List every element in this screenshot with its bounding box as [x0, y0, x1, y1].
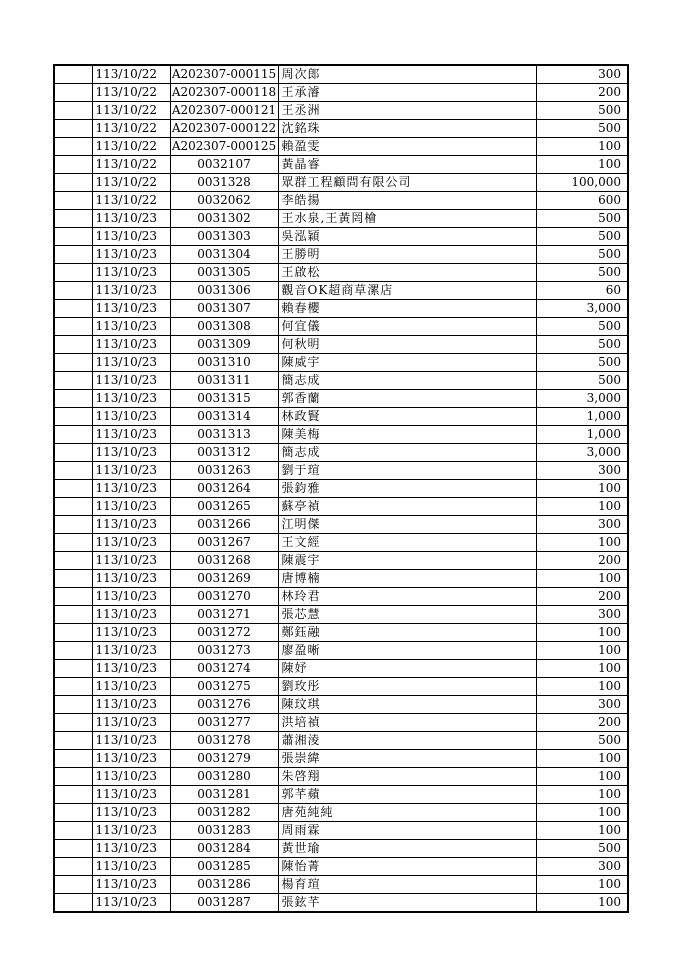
amount-cell: 300	[536, 462, 628, 480]
amount-cell: 100	[536, 768, 628, 786]
row-index-cell	[54, 858, 92, 876]
amount-cell: 200	[536, 84, 628, 102]
amount-cell: 100,000	[536, 174, 628, 192]
receipt-number-cell: A202307-000121	[170, 102, 278, 120]
date-cell: 113/10/23	[92, 570, 170, 588]
donor-name-cell: 陳威宇	[278, 354, 536, 372]
donor-name-cell: 劉玫彤	[278, 678, 536, 696]
receipt-number-cell: 0031307	[170, 300, 278, 318]
donor-name-cell: 李皓揚	[278, 192, 536, 210]
amount-cell: 100	[536, 534, 628, 552]
receipt-number-cell: 0031302	[170, 210, 278, 228]
row-index-cell	[54, 822, 92, 840]
donor-name-cell: 王承濬	[278, 84, 536, 102]
date-cell: 113/10/23	[92, 390, 170, 408]
receipt-number-cell: 0031276	[170, 696, 278, 714]
date-cell: 113/10/23	[92, 660, 170, 678]
row-index-cell	[54, 336, 92, 354]
table-row	[54, 570, 628, 588]
amount-cell: 100	[536, 876, 628, 894]
date-cell: 113/10/22	[92, 120, 170, 138]
table-row	[54, 768, 628, 786]
row-index-cell	[54, 84, 92, 102]
row-index-cell	[54, 750, 92, 768]
date-cell: 113/10/23	[92, 876, 170, 894]
receipt-number-cell: 0032062	[170, 192, 278, 210]
table-row	[54, 372, 628, 390]
donor-name-cell: 簡志成	[278, 372, 536, 390]
receipt-number-cell: 0031284	[170, 840, 278, 858]
date-cell: 113/10/22	[92, 174, 170, 192]
table-row	[54, 678, 628, 696]
amount-cell: 100	[536, 804, 628, 822]
amount-cell: 300	[536, 606, 628, 624]
date-cell: 113/10/22	[92, 65, 170, 84]
donor-name-cell: 蕭湘淩	[278, 732, 536, 750]
date-cell: 113/10/22	[92, 102, 170, 120]
donor-name-cell: 蘇亭禎	[278, 498, 536, 516]
row-index-cell	[54, 768, 92, 786]
table-row	[54, 156, 628, 174]
donor-name-cell: 王丞洲	[278, 102, 536, 120]
table-row	[54, 120, 628, 138]
receipt-number-cell: A202307-000115	[170, 65, 278, 84]
receipt-number-cell: 0031283	[170, 822, 278, 840]
donor-name-cell: 黃世瑜	[278, 840, 536, 858]
row-index-cell	[54, 570, 92, 588]
table-row	[54, 516, 628, 534]
receipt-number-cell: 0031267	[170, 534, 278, 552]
date-cell: 113/10/23	[92, 354, 170, 372]
receipt-number-cell: 0031304	[170, 246, 278, 264]
amount-cell: 500	[536, 246, 628, 264]
table-row	[54, 804, 628, 822]
receipt-number-cell: 0031328	[170, 174, 278, 192]
date-cell: 113/10/23	[92, 300, 170, 318]
receipt-number-cell: 0031303	[170, 228, 278, 246]
date-cell: 113/10/23	[92, 822, 170, 840]
donor-name-cell: 何宜儀	[278, 318, 536, 336]
row-index-cell	[54, 462, 92, 480]
row-index-cell	[54, 138, 92, 156]
table-row	[54, 246, 628, 264]
table-row	[54, 642, 628, 660]
amount-cell: 100	[536, 678, 628, 696]
date-cell: 113/10/23	[92, 678, 170, 696]
receipt-number-cell: 0031315	[170, 390, 278, 408]
row-index-cell	[54, 552, 92, 570]
row-index-cell	[54, 192, 92, 210]
donor-name-cell: 楊育瑄	[278, 876, 536, 894]
donor-name-cell: 陳怡菁	[278, 858, 536, 876]
row-index-cell	[54, 714, 92, 732]
receipt-number-cell: 0031285	[170, 858, 278, 876]
table-row	[54, 894, 628, 913]
donor-name-cell: 唐博楠	[278, 570, 536, 588]
table-row	[54, 588, 628, 606]
table-row	[54, 174, 628, 192]
table-row	[54, 624, 628, 642]
receipt-number-cell: 0031279	[170, 750, 278, 768]
table-row	[54, 714, 628, 732]
date-cell: 113/10/23	[92, 642, 170, 660]
amount-cell: 500	[536, 318, 628, 336]
table-row	[54, 390, 628, 408]
date-cell: 113/10/23	[92, 714, 170, 732]
donor-name-cell: 江明傑	[278, 516, 536, 534]
amount-cell: 300	[536, 65, 628, 84]
donor-name-cell: 林政賢	[278, 408, 536, 426]
date-cell: 113/10/23	[92, 516, 170, 534]
amount-cell: 300	[536, 696, 628, 714]
amount-cell: 200	[536, 714, 628, 732]
receipt-number-cell: 0031265	[170, 498, 278, 516]
date-cell: 113/10/23	[92, 210, 170, 228]
receipt-number-cell: 0031313	[170, 426, 278, 444]
amount-cell: 500	[536, 210, 628, 228]
date-cell: 113/10/22	[92, 156, 170, 174]
row-index-cell	[54, 642, 92, 660]
table-row	[54, 876, 628, 894]
donor-name-cell: 鄭鈺融	[278, 624, 536, 642]
amount-cell: 100	[536, 642, 628, 660]
row-index-cell	[54, 876, 92, 894]
receipt-number-cell: 0031309	[170, 336, 278, 354]
row-index-cell	[54, 804, 92, 822]
receipt-number-cell: 0031264	[170, 480, 278, 498]
table-row	[54, 606, 628, 624]
amount-cell: 100	[536, 570, 628, 588]
table-row	[54, 840, 628, 858]
date-cell: 113/10/23	[92, 534, 170, 552]
row-index-cell	[54, 120, 92, 138]
donor-name-cell: 何秋明	[278, 336, 536, 354]
donor-name-cell: 朱啓翔	[278, 768, 536, 786]
amount-cell: 300	[536, 516, 628, 534]
donor-name-cell: 洪培禎	[278, 714, 536, 732]
amount-cell: 100	[536, 750, 628, 768]
donor-name-cell: 張崇緯	[278, 750, 536, 768]
amount-cell: 500	[536, 840, 628, 858]
date-cell: 113/10/23	[92, 606, 170, 624]
ledger-body	[54, 65, 628, 912]
donor-name-cell: 王勝明	[278, 246, 536, 264]
amount-cell: 100	[536, 786, 628, 804]
row-index-cell	[54, 840, 92, 858]
donor-name-cell: 王啟松	[278, 264, 536, 282]
table-row	[54, 408, 628, 426]
date-cell: 113/10/23	[92, 498, 170, 516]
amount-cell: 100	[536, 156, 628, 174]
amount-cell: 1,000	[536, 426, 628, 444]
receipt-number-cell: 0031305	[170, 264, 278, 282]
amount-cell: 3,000	[536, 300, 628, 318]
donor-name-cell: 張鉉芊	[278, 894, 536, 913]
date-cell: 113/10/23	[92, 372, 170, 390]
donor-name-cell: 周雨霖	[278, 822, 536, 840]
donor-name-cell: 賴春櫻	[278, 300, 536, 318]
amount-cell: 500	[536, 120, 628, 138]
table-row	[54, 300, 628, 318]
receipt-number-cell: 0031286	[170, 876, 278, 894]
date-cell: 113/10/23	[92, 408, 170, 426]
table-row	[54, 102, 628, 120]
row-index-cell	[54, 732, 92, 750]
receipt-number-cell: 0031308	[170, 318, 278, 336]
table-row	[54, 462, 628, 480]
row-index-cell	[54, 372, 92, 390]
receipt-number-cell: 0031270	[170, 588, 278, 606]
donor-name-cell: 林玲君	[278, 588, 536, 606]
row-index-cell	[54, 624, 92, 642]
receipt-number-cell: 0031282	[170, 804, 278, 822]
receipt-number-cell: 0031280	[170, 768, 278, 786]
row-index-cell	[54, 390, 92, 408]
date-cell: 113/10/23	[92, 786, 170, 804]
date-cell: 113/10/23	[92, 750, 170, 768]
row-index-cell	[54, 678, 92, 696]
row-index-cell	[54, 696, 92, 714]
donor-name-cell: 陳美梅	[278, 426, 536, 444]
donor-name-cell: 賴盈雯	[278, 138, 536, 156]
amount-cell: 500	[536, 102, 628, 120]
donor-name-cell: 張鈞雅	[278, 480, 536, 498]
date-cell: 113/10/23	[92, 246, 170, 264]
row-index-cell	[54, 210, 92, 228]
row-index-cell	[54, 354, 92, 372]
date-cell: 113/10/23	[92, 426, 170, 444]
donor-name-cell: 陳玟琪	[278, 696, 536, 714]
receipt-number-cell: 0031268	[170, 552, 278, 570]
amount-cell: 100	[536, 624, 628, 642]
table-row	[54, 480, 628, 498]
date-cell: 113/10/23	[92, 228, 170, 246]
table-row	[54, 426, 628, 444]
table-row	[54, 282, 628, 300]
amount-cell: 100	[536, 894, 628, 913]
receipt-number-cell: 0031278	[170, 732, 278, 750]
table-row	[54, 65, 628, 84]
row-index-cell	[54, 408, 92, 426]
receipt-number-cell: 0031263	[170, 462, 278, 480]
amount-cell: 3,000	[536, 390, 628, 408]
donor-name-cell: 吳泓穎	[278, 228, 536, 246]
amount-cell: 500	[536, 732, 628, 750]
date-cell: 113/10/22	[92, 138, 170, 156]
donor-name-cell: 廖盈晰	[278, 642, 536, 660]
row-index-cell	[54, 65, 92, 84]
table-row	[54, 696, 628, 714]
table-row	[54, 210, 628, 228]
table-row	[54, 732, 628, 750]
table-row	[54, 354, 628, 372]
receipt-number-cell: 0031275	[170, 678, 278, 696]
amount-cell: 600	[536, 192, 628, 210]
row-index-cell	[54, 264, 92, 282]
receipt-number-cell: A202307-000125	[170, 138, 278, 156]
receipt-number-cell: 0031266	[170, 516, 278, 534]
table-row	[54, 498, 628, 516]
row-index-cell	[54, 606, 92, 624]
row-index-cell	[54, 300, 92, 318]
receipt-number-cell: 0031314	[170, 408, 278, 426]
amount-cell: 200	[536, 588, 628, 606]
donor-name-cell: 張芯慧	[278, 606, 536, 624]
table-row	[54, 858, 628, 876]
amount-cell: 500	[536, 372, 628, 390]
date-cell: 113/10/23	[92, 336, 170, 354]
amount-cell: 300	[536, 858, 628, 876]
date-cell: 113/10/23	[92, 264, 170, 282]
amount-cell: 100	[536, 822, 628, 840]
row-index-cell	[54, 426, 92, 444]
date-cell: 113/10/23	[92, 894, 170, 913]
table-row	[54, 786, 628, 804]
row-index-cell	[54, 444, 92, 462]
donor-name-cell: 劉于瑄	[278, 462, 536, 480]
table-row	[54, 660, 628, 678]
amount-cell: 100	[536, 138, 628, 156]
receipt-number-cell: 0032107	[170, 156, 278, 174]
donor-name-cell: 沈銘珠	[278, 120, 536, 138]
row-index-cell	[54, 894, 92, 913]
date-cell: 113/10/23	[92, 768, 170, 786]
amount-cell: 200	[536, 552, 628, 570]
donor-name-cell: 唐苑純純	[278, 804, 536, 822]
row-index-cell	[54, 786, 92, 804]
table-row	[54, 264, 628, 282]
donor-name-cell: 郭香蘭	[278, 390, 536, 408]
row-index-cell	[54, 282, 92, 300]
table-row	[54, 534, 628, 552]
donor-name-cell: 眾群工程顧問有限公司	[278, 174, 536, 192]
donor-name-cell: 黃晶睿	[278, 156, 536, 174]
donor-name-cell: 王文經	[278, 534, 536, 552]
table-row	[54, 336, 628, 354]
table-row	[54, 228, 628, 246]
receipt-number-cell: 0031281	[170, 786, 278, 804]
row-index-cell	[54, 318, 92, 336]
date-cell: 113/10/23	[92, 696, 170, 714]
row-index-cell	[54, 102, 92, 120]
date-cell: 113/10/23	[92, 552, 170, 570]
receipt-number-cell: 0031274	[170, 660, 278, 678]
table-row	[54, 192, 628, 210]
row-index-cell	[54, 156, 92, 174]
donor-name-cell: 郭芊蘋	[278, 786, 536, 804]
date-cell: 113/10/23	[92, 840, 170, 858]
date-cell: 113/10/23	[92, 732, 170, 750]
row-index-cell	[54, 246, 92, 264]
amount-cell: 500	[536, 336, 628, 354]
receipt-number-cell: 0031272	[170, 624, 278, 642]
receipt-number-cell: 0031287	[170, 894, 278, 913]
amount-cell: 500	[536, 228, 628, 246]
donor-name-cell: 陳震宇	[278, 552, 536, 570]
date-cell: 113/10/23	[92, 624, 170, 642]
receipt-number-cell: 0031311	[170, 372, 278, 390]
row-index-cell	[54, 174, 92, 192]
amount-cell: 60	[536, 282, 628, 300]
date-cell: 113/10/23	[92, 318, 170, 336]
date-cell: 113/10/23	[92, 282, 170, 300]
date-cell: 113/10/22	[92, 192, 170, 210]
receipt-number-cell: 0031271	[170, 606, 278, 624]
receipt-number-cell: 0031306	[170, 282, 278, 300]
date-cell: 113/10/23	[92, 480, 170, 498]
table-row	[54, 822, 628, 840]
table-row	[54, 138, 628, 156]
amount-cell: 3,000	[536, 444, 628, 462]
amount-cell: 500	[536, 264, 628, 282]
date-cell: 113/10/22	[92, 84, 170, 102]
table-row	[54, 318, 628, 336]
donation-ledger-table	[53, 64, 629, 913]
row-index-cell	[54, 516, 92, 534]
row-index-cell	[54, 534, 92, 552]
table-row	[54, 444, 628, 462]
amount-cell: 1,000	[536, 408, 628, 426]
amount-cell: 100	[536, 480, 628, 498]
table-row	[54, 84, 628, 102]
amount-cell: 500	[536, 354, 628, 372]
receipt-number-cell: 0031312	[170, 444, 278, 462]
row-index-cell	[54, 480, 92, 498]
date-cell: 113/10/23	[92, 588, 170, 606]
date-cell: 113/10/23	[92, 858, 170, 876]
receipt-number-cell: A202307-000118	[170, 84, 278, 102]
donor-name-cell: 觀音OK超商草漯店	[278, 282, 536, 300]
receipt-number-cell: 0031310	[170, 354, 278, 372]
donor-name-cell: 周次郎	[278, 65, 536, 84]
donor-name-cell: 陳妤	[278, 660, 536, 678]
receipt-number-cell: 0031277	[170, 714, 278, 732]
table-row	[54, 552, 628, 570]
receipt-number-cell: 0031273	[170, 642, 278, 660]
date-cell: 113/10/23	[92, 804, 170, 822]
row-index-cell	[54, 498, 92, 516]
row-index-cell	[54, 588, 92, 606]
amount-cell: 100	[536, 660, 628, 678]
amount-cell: 100	[536, 498, 628, 516]
table-row	[54, 750, 628, 768]
receipt-number-cell: 0031269	[170, 570, 278, 588]
date-cell: 113/10/23	[92, 462, 170, 480]
row-index-cell	[54, 228, 92, 246]
receipt-number-cell: A202307-000122	[170, 120, 278, 138]
donor-name-cell: 王水泉,王黃罔檜	[278, 210, 536, 228]
donor-name-cell: 簡志成	[278, 444, 536, 462]
date-cell: 113/10/23	[92, 444, 170, 462]
row-index-cell	[54, 660, 92, 678]
